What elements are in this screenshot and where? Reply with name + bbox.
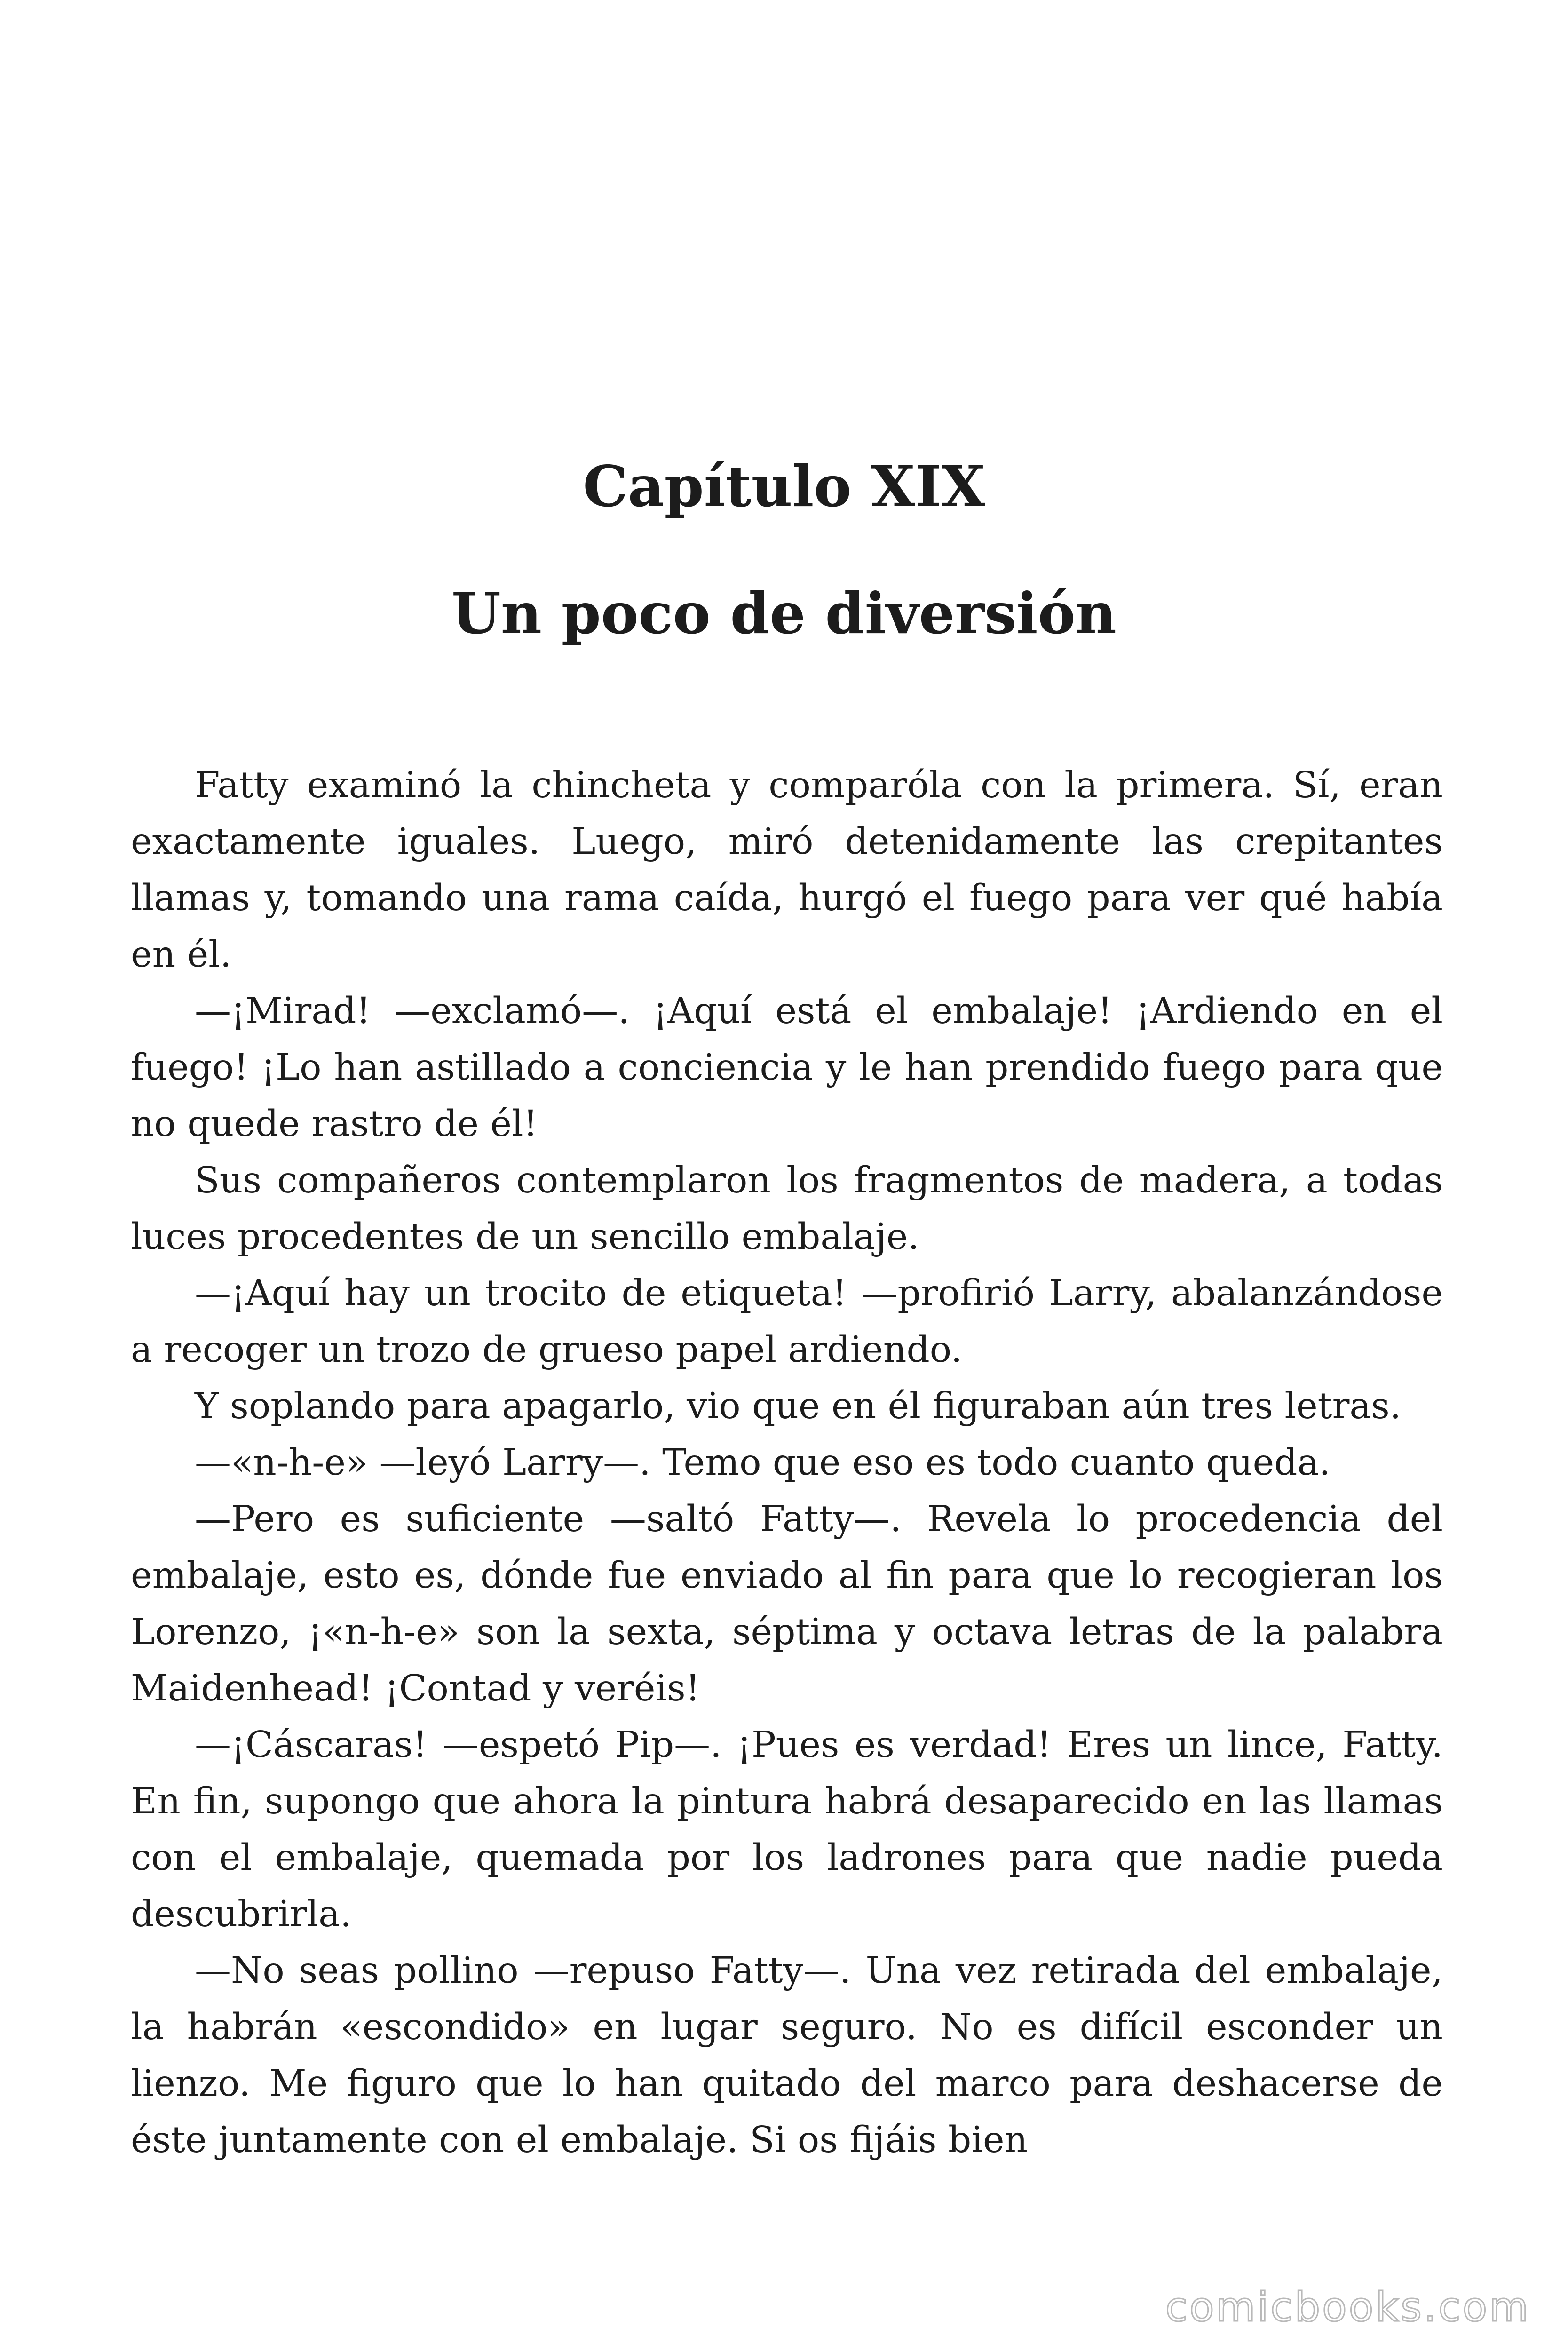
paragraph: —«n-h-e» —leyó Larry—. Temo que eso es todo cuanto queda.: [195, 1442, 1330, 1484]
paragraph: Y soplando para apagarlo, vio que en él figuraban aún tres letras.: [195, 1385, 1402, 1427]
paragraph: —¡Mirad! —exclamó—. ¡Aquí está el embalaje! ¡Ardiendo en el fuego! ¡Lo han astillado a conciencia y le han prendido fuego para que no quede rastro de él!: [131, 990, 1443, 1145]
paragraph: —¡Cáscaras! —espetó Pip—. ¡Pues es verdad! Eres un lince, Fatty. En fin, supongo que ahora la pintura habrá desaparecido en las llamas con el embalaje, quemada por los ladrones para que nadie pueda descubrirla.: [131, 1724, 1443, 1935]
paragraph: —¡Aquí hay un trocito de etiqueta! —profirió Larry, abalanzándose a recoger un trozo de grueso papel ardiendo.: [131, 1272, 1443, 1371]
site-watermark: comicbooks.com: [1165, 2284, 1530, 2331]
chapter-body: [131, 757, 1443, 2169]
paragraph: —No seas pollino —repuso Fatty—. Una vez retirada del embalaje, la habrán «escondido» en lugar seguro. No es difícil esconder un lienzo. Me figuro que lo han quitado del marco para deshacerse de éste juntamente con el embalaje. Si os fijáis bien: [131, 1950, 1443, 2161]
paragraph: Sus compañeros contemplaron los fragmentos de madera, a todas luces procedentes de un sencillo embalaje.: [131, 1160, 1443, 1258]
chapter-title: Un poco de diversión: [451, 580, 1117, 647]
paragraph: Fatty examinó la chincheta y comparóla con la primera. Sí, eran exactamente iguales. Luego, miró detenidamente las crepitantes llamas y, tomando una rama caída, hurgó el fuego para ver qué había en él.: [131, 764, 1443, 976]
paragraph: —Pero es suficiente —saltó Fatty—. Revela lo procedencia del embalaje, esto es, dónde fue enviado al fin para que lo recogieran los Lorenzo, ¡«n-h-e» son la sexta, séptima y octava letras de la palabra Maidenhead! ¡Contad y veréis!: [131, 1498, 1443, 1709]
chapter-number: Capítulo XIX: [583, 453, 985, 520]
